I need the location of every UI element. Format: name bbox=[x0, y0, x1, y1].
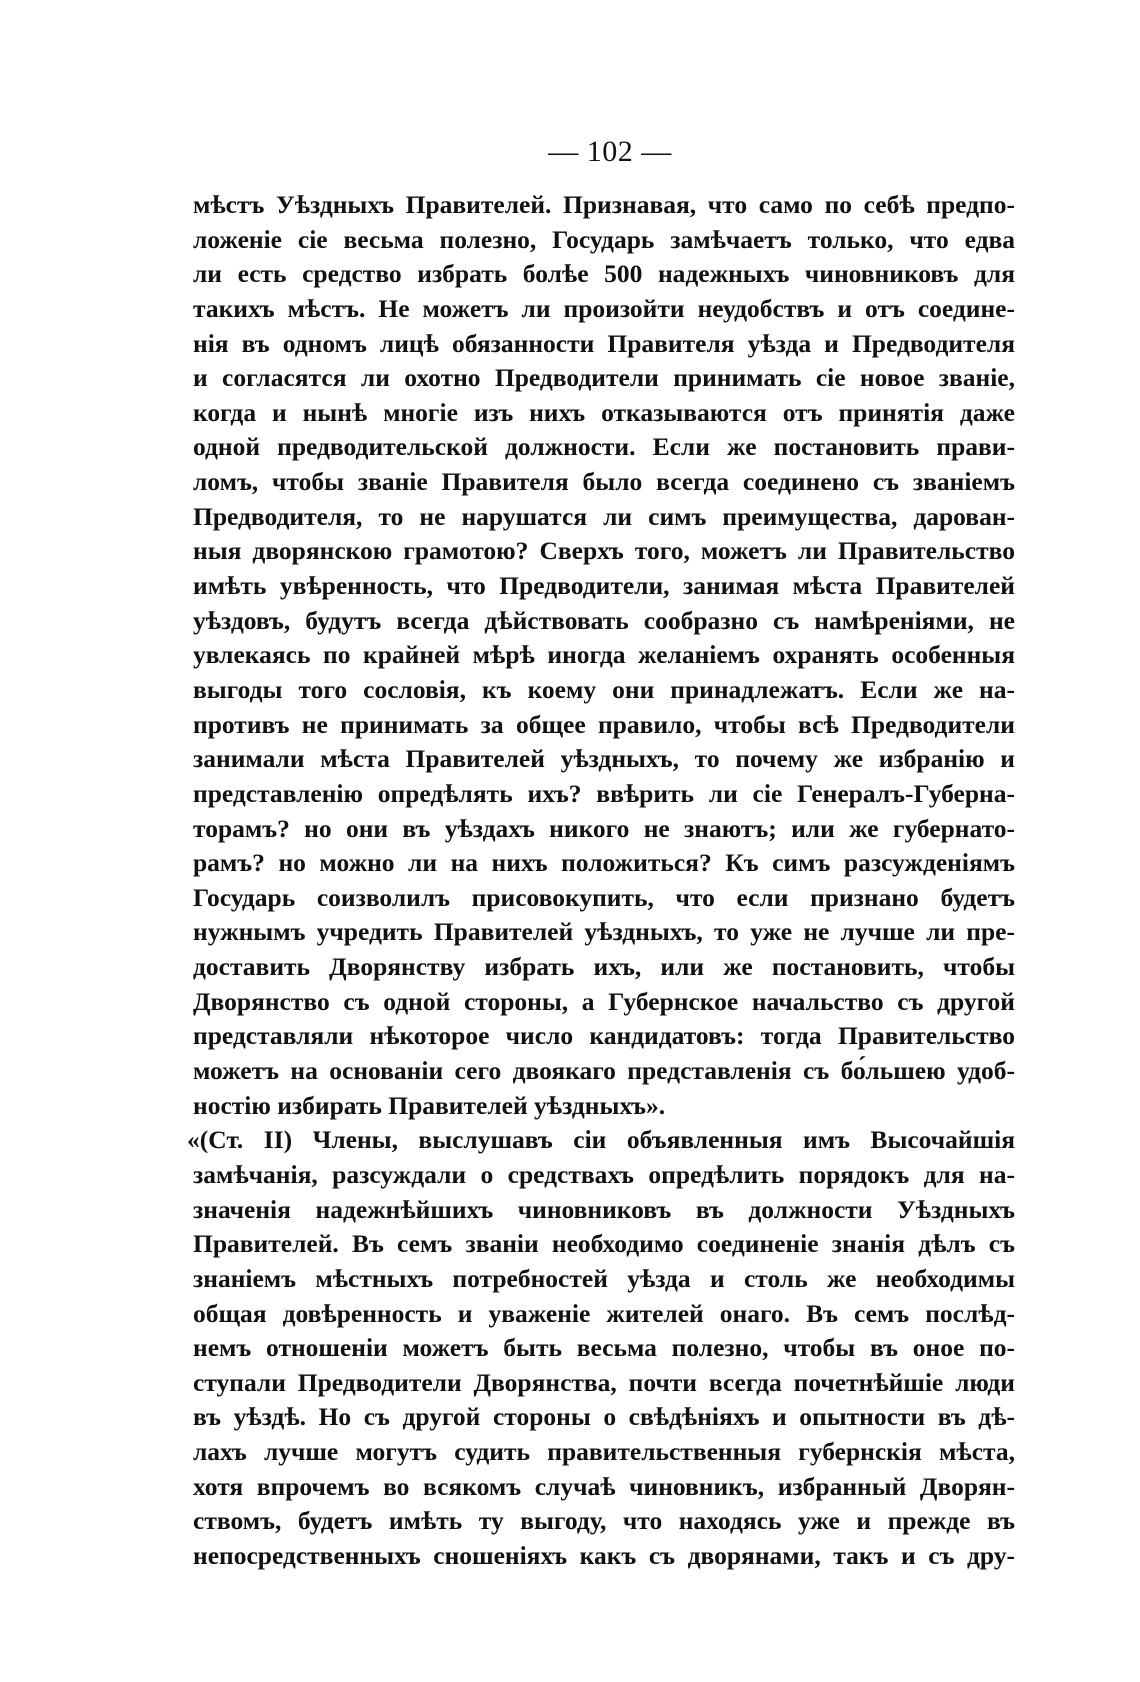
text-line: нужнымъ учредить Правителей уѣздныхъ, то уже не лучше ли пре- bbox=[193, 917, 1015, 947]
text-line: ступали Предводители Дворянства, почти всегда почетнѣйшіе люди bbox=[193, 1367, 1015, 1397]
body-text bbox=[187, 188, 1015, 1574]
text-line: мѣстъ Уѣздныхъ Правителей. Признавая, что само по себѣ предпо- bbox=[193, 190, 1015, 219]
text-line: «(Ст. II) Члены, выслушавъ сіи объявленныя имъ Высочайшія bbox=[187, 1125, 1015, 1155]
text-line: одной предводительской должности. Если же постановить прави- bbox=[193, 432, 1015, 462]
text-line: Правителей. Въ семъ званіи необходимо соединеніе знанія дѣлъ съ bbox=[193, 1229, 1015, 1259]
text-line: ныя дворянскою грамотою? Сверхъ того, можетъ ли Правительство bbox=[193, 536, 1015, 566]
text-line: выгоды того сословія, къ коему они принадлежатъ. Если же на- bbox=[193, 674, 1015, 704]
text-line: значенія надежнѣйшихъ чиновниковъ въ должности Уѣздныхъ bbox=[193, 1194, 1015, 1224]
text-line: ли есть средство избрать болѣе 500 надежныхъ чиновниковъ для bbox=[193, 259, 1015, 289]
text-line: представленію опредѣлять ихъ? ввѣрить ли сіе Генералъ-Губерна- bbox=[193, 778, 1015, 808]
text-line: противъ не принимать за общее правило, чтобы всѣ Предводители bbox=[193, 709, 1015, 739]
text-line: ломъ, чтобы званіе Правителя было всегда соединено съ званіемъ bbox=[193, 467, 1015, 497]
text-line: ложеніе сіе весьма полезно, Государь замѣчаетъ только, что едва bbox=[193, 224, 1015, 254]
text-line: представляли нѣкоторое число кандидатовъ: тогда Правительство bbox=[193, 1021, 1015, 1051]
text-line: нія въ одномъ лицѣ обязанности Правителя уѣзда и Предводителя bbox=[193, 328, 1015, 358]
text-line: Дворянство съ одной стороны, а Губернское начальство съ другой bbox=[193, 986, 1015, 1016]
text-line: знаніемъ мѣстныхъ потребностей уѣзда и столь же необходимы bbox=[193, 1263, 1015, 1293]
text-line: занимали мѣста Правителей уѣздныхъ, то почему же избранію и bbox=[193, 744, 1015, 774]
text-line: замѣчанія, разсуждали о средствахъ опредѣлить порядокъ для на- bbox=[193, 1159, 1015, 1189]
text-line: ностію избирать Правителей уѣздныхъ». bbox=[193, 1090, 666, 1120]
text-line: Государь соизволилъ присовокупить, что если признано будетъ bbox=[193, 882, 1015, 912]
text-line: лахъ лучше могутъ судить правительственныя губернскія мѣста, bbox=[193, 1437, 1015, 1467]
page-number: — 102 — bbox=[548, 135, 672, 168]
text-line: уѣздовъ, будутъ всегда дѣйствовать сообразно съ намѣреніями, не bbox=[193, 605, 1015, 635]
text-line: имѣть увѣренность, что Предводители, занимая мѣста Правителей bbox=[193, 571, 1015, 601]
text-line: можетъ на основаніи сего двоякаго представленія съ бо́льшею удоб- bbox=[193, 1056, 1015, 1086]
text-line: торамъ? но они въ уѣздахъ никого не знаютъ; или же губернато- bbox=[193, 813, 1015, 843]
text-line: непосредственныхъ сношеніяхъ какъ съ дворянами, такъ и съ дру- bbox=[193, 1540, 1015, 1570]
text-line: въ уѣздѣ. Но съ другой стороны о свѣдѣніяхъ и опытности въ дѣ- bbox=[193, 1402, 1015, 1432]
text-line: и согласятся ли охотно Предводители принимать сіе новое званіе, bbox=[193, 363, 1015, 393]
text-line: доставить Дворянству избрать ихъ, или же постановить, чтобы bbox=[193, 952, 1015, 982]
text-line: увлекаясь по крайней мѣрѣ иногда желаніемъ охранять особенныя bbox=[193, 640, 1015, 670]
text-line: немъ отношеніи можетъ быть весьма полезно, чтобы въ оное по- bbox=[193, 1333, 1015, 1363]
text-line: такихъ мѣстъ. Не можетъ ли произойти неудобствъ и отъ соедине- bbox=[193, 293, 1015, 323]
text-line: рамъ? но можно ли на нихъ положиться? Къ симъ разсужденіямъ bbox=[193, 848, 1015, 878]
text-line: хотя впрочемъ во всякомъ случаѣ чиновникъ, избранный Дворян- bbox=[193, 1471, 1015, 1501]
text-line: ствомъ, будетъ имѣть ту выгоду, что находясь уже и прежде въ bbox=[193, 1506, 1015, 1536]
text-line: Предводителя, то не нарушатся ли симъ преимущества, дарован- bbox=[193, 501, 1015, 531]
text-line: когда и нынѣ многіе изъ нихъ отказываются отъ принятія даже bbox=[193, 397, 1015, 427]
text-line: общая довѣренность и уваженіе жителей онаго. Въ семъ послѣд- bbox=[193, 1298, 1015, 1328]
